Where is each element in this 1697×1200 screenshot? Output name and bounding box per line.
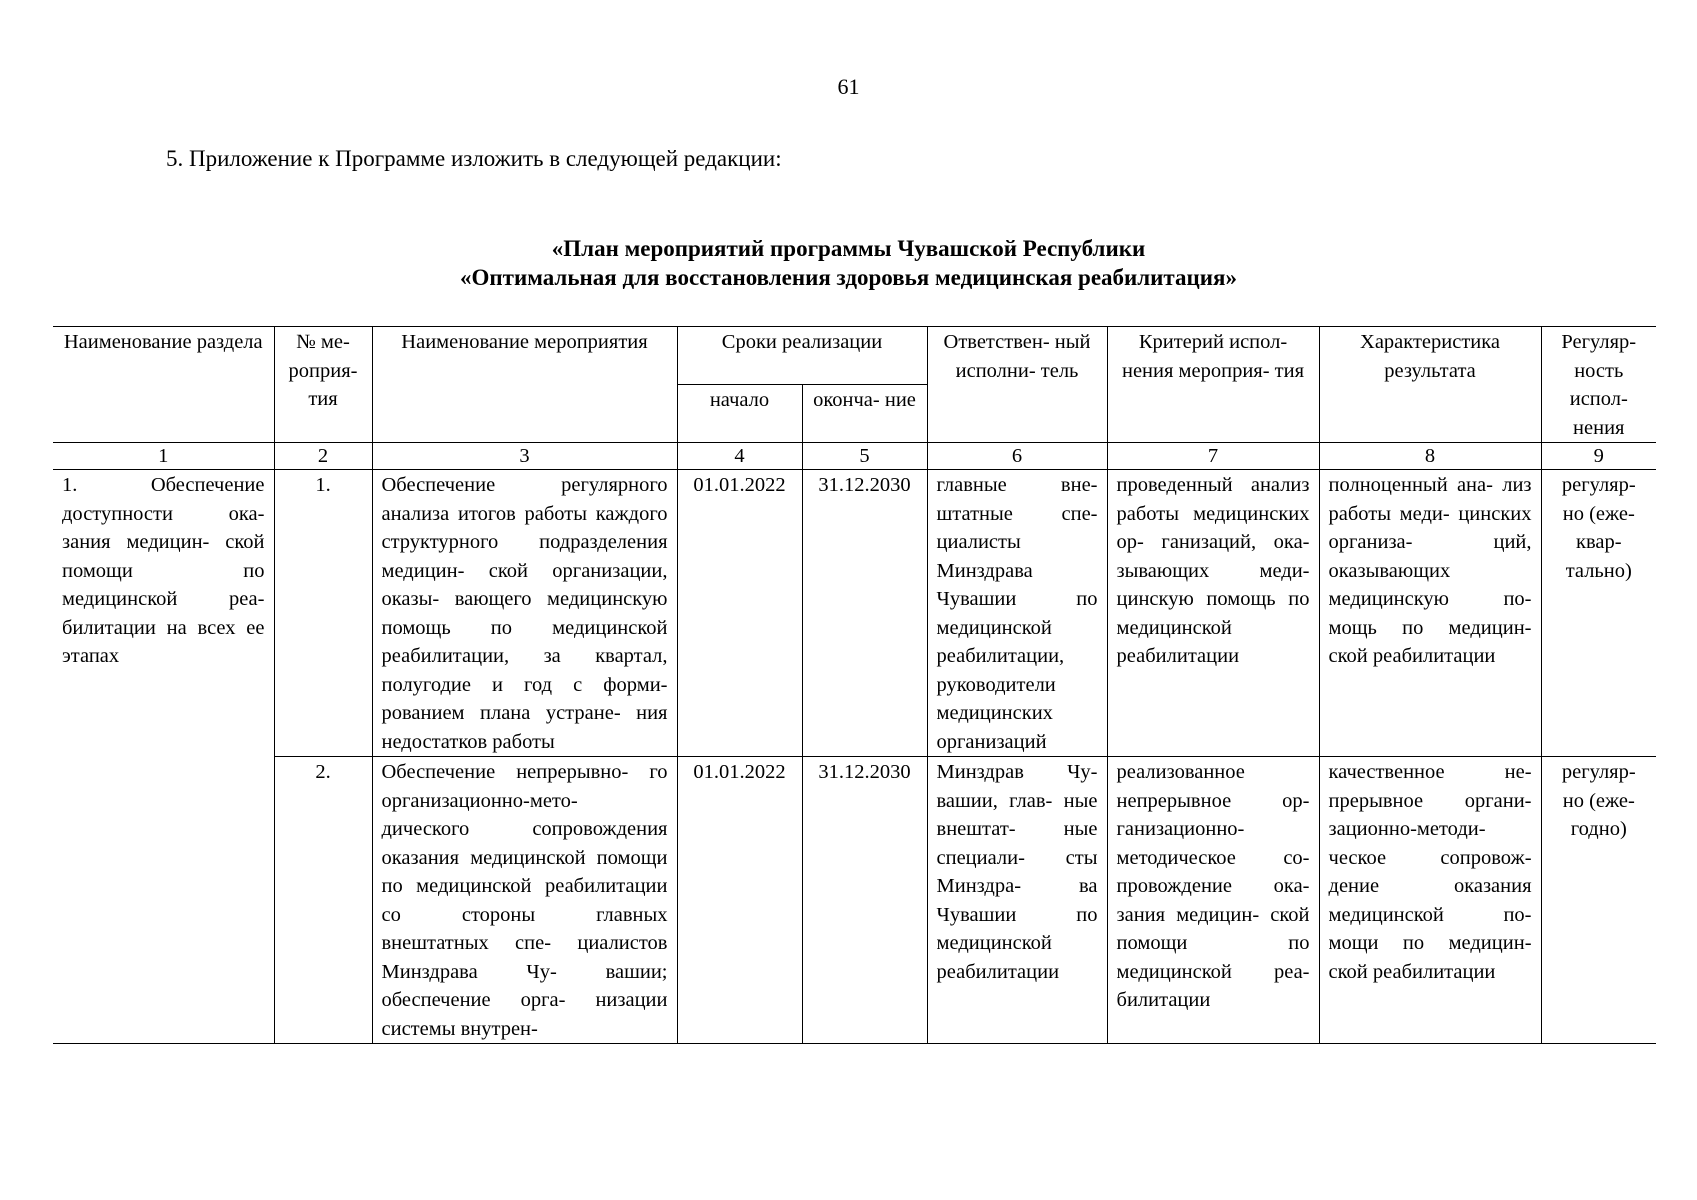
- header-responsible: Ответствен- ный исполни- тель: [927, 327, 1107, 443]
- event-name-cell: Обеспечение регулярного анализа итогов работы каждого структурного подразделения медицин- ской организации, оказы- вающего медицинскую помощь по медицинской реабилитации, за квартал, полугодие и год с форми- рованием плана устране- ния недостатков работы: [372, 470, 677, 757]
- header-number: № ме- роприя- тия: [274, 327, 372, 443]
- start-date-cell: 01.01.2022: [677, 470, 802, 757]
- title-line-1: «План мероприятий программы Чувашской Республики: [551, 236, 1146, 261]
- column-number: 7: [1107, 443, 1319, 470]
- column-number: 4: [677, 443, 802, 470]
- header-end: оконча- ние: [802, 385, 927, 443]
- column-numbers-row: [53, 443, 1656, 470]
- title-line-2: «Оптимальная для восстановления здоровья медицинская реабилитация»: [460, 265, 1237, 290]
- header-row-1: [53, 327, 1656, 385]
- column-number: 9: [1541, 443, 1656, 470]
- column-number: 1: [53, 443, 274, 470]
- event-number-cell: 2.: [274, 757, 372, 1044]
- page-number: 61: [837, 74, 860, 99]
- regularity-cell: регуляр- но (еже- квар- тально): [1541, 470, 1656, 757]
- responsible-cell: Минздрав Чу- вашии, глав- ные внештат- ные специали- сты Минздра- ва Чувашии по медицинской реабилитации: [927, 757, 1107, 1044]
- start-date-cell: 01.01.2022: [677, 757, 802, 1044]
- plan-table-wrapper: [53, 326, 1656, 1044]
- characteristic-cell: качественное не- прерывное органи- зационно-методи- ческое сопровож- дение оказания медицинской по- мощи по медицин- ской реабилитации: [1319, 757, 1541, 1044]
- characteristic-cell: полноценный ана- лиз работы меди- цинских организа- ций, оказывающих медицинскую по- мощь по медицин- ской реабилитации: [1319, 470, 1541, 757]
- column-number: 5: [802, 443, 927, 470]
- plan-table: [53, 326, 1656, 1044]
- header-event: Наименование мероприятия: [372, 327, 677, 443]
- regularity-cell: регуляр- но (еже- годно): [1541, 757, 1656, 1044]
- section-name-cell: 1. Обеспечение доступности ока- зания медицин- ской помощи по медицинской реа- билитации на всех ее этапах: [53, 470, 274, 1044]
- responsible-cell: главные вне- штатные спе- циалисты Минздрава Чувашии по медицинской реабилитации, руководители медицинских организаций: [927, 470, 1107, 757]
- table-row: [53, 757, 1656, 1044]
- header-characteristic: Характеристика результата: [1319, 327, 1541, 443]
- header-terms: Сроки реализации: [677, 327, 927, 385]
- intro-text: 5. Приложение к Программе изложить в следующей редакции:: [166, 146, 782, 171]
- column-number: 3: [372, 443, 677, 470]
- end-date-cell: 31.12.2030: [802, 470, 927, 757]
- header-regularity: Регуляр- ность испол- нения: [1541, 327, 1656, 443]
- criterion-cell: проведенный анализ работы медицинских ор- ганизаций, ока- зывающих меди- цинскую помощь по медицинской реабилитации: [1107, 470, 1319, 757]
- header-section: Наименование раздела: [53, 327, 274, 443]
- criterion-cell: реализованное непрерывное ор- ганизационно- методическое со- провождение ока- зания медицин- ской помощи по медицинской реа- билитации: [1107, 757, 1319, 1044]
- end-date-cell: 31.12.2030: [802, 757, 927, 1044]
- column-number: 2: [274, 443, 372, 470]
- document-title: [0, 234, 1697, 292]
- header-criterion: Критерий испол- нения мероприя- тия: [1107, 327, 1319, 443]
- event-number-cell: 1.: [274, 470, 372, 757]
- column-number: 8: [1319, 443, 1541, 470]
- table-row: [53, 470, 1656, 757]
- header-start: начало: [677, 385, 802, 443]
- event-name-cell: Обеспечение непрерывно- го организационно-мето- дического сопровождения оказания медицинской помощи по медицинской реабилитации со стороны главных внештатных спе- циалистов Минздрава Чу- вашии; обеспечение орга- низации системы внутрен-: [372, 757, 677, 1044]
- column-number: 6: [927, 443, 1107, 470]
